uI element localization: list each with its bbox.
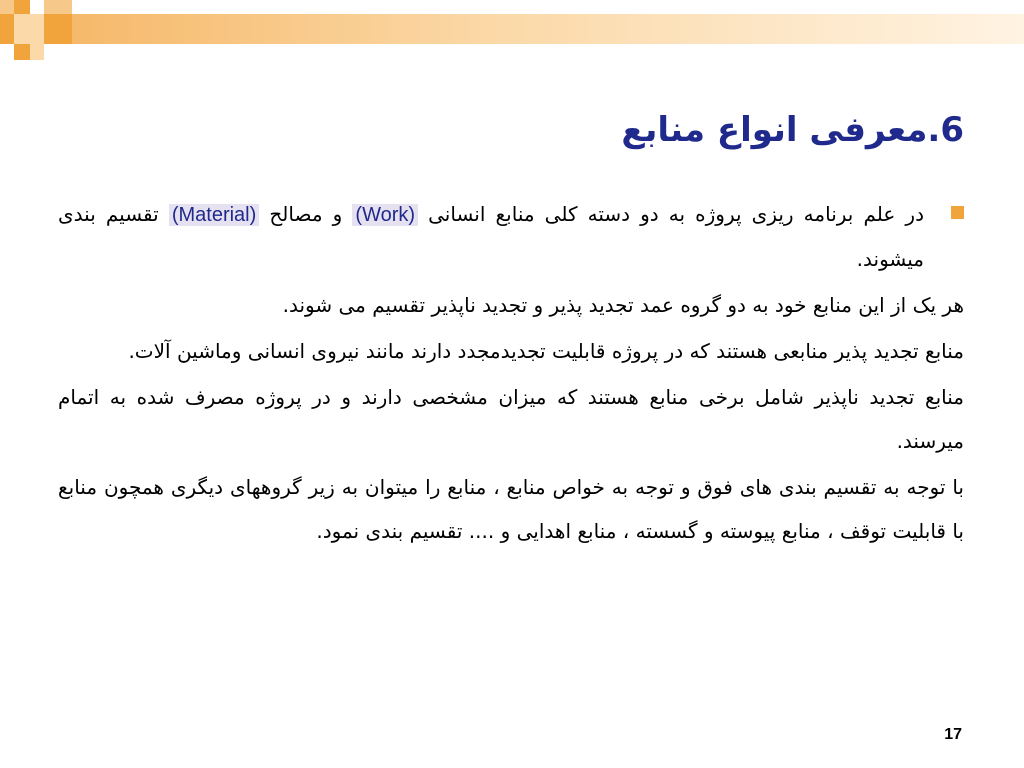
decor-square bbox=[44, 0, 72, 14]
decor-square bbox=[14, 44, 30, 60]
term-work: (Work) bbox=[352, 204, 418, 226]
bullet-text-part2: و مصالح bbox=[259, 202, 353, 226]
decor-square bbox=[30, 44, 44, 60]
decor-square bbox=[0, 0, 14, 14]
term-material: (Material) bbox=[169, 204, 259, 226]
decor-square bbox=[14, 0, 30, 14]
bullet-paragraph bbox=[58, 192, 964, 281]
header-bar bbox=[72, 14, 1024, 44]
decor-square bbox=[44, 14, 72, 44]
paragraph-2: منابع تجدید پذیر منابعی هستند که در پروژه قابلیت تجدیدمجدد دارند مانند نیروی انسانی وماشین آلات. bbox=[128, 339, 964, 363]
page-number: 17 bbox=[944, 726, 962, 743]
square-bullet-icon bbox=[951, 206, 964, 219]
slide-title: 6.معرفی انواع منابع bbox=[621, 110, 964, 150]
paragraph-4: با توجه به تقسیم بندی های فوق و توجه به خواص منابع ، منابع را میتوان به زیر گروههای دیگری همچون منابع با قابلیت توقف ، منابع پیوسته و گسسته ، منابع اهدایی و .... تقسیم بندی نمود. bbox=[58, 475, 964, 543]
bullet-text-part1: در علم برنامه ریزی پروژه به دو دسته کلی منابع انسانی bbox=[418, 202, 924, 226]
paragraph-3: منابع تجدید ناپذیر شامل برخی منابع هستند که میزان مشخصی دارند و در پروژه مصرف شده به اتمام میرسند. bbox=[58, 385, 964, 453]
decor-square bbox=[14, 14, 44, 44]
bullet-text-part3: تقسیم بندی میشوند. bbox=[58, 202, 924, 271]
paragraph-1: هر یک از این منابع خود به دو گروه عمد تجدید پذیر و تجدید ناپذیر تقسیم می شوند. bbox=[282, 293, 964, 317]
slide-body bbox=[58, 192, 964, 555]
decor-square bbox=[0, 14, 14, 44]
